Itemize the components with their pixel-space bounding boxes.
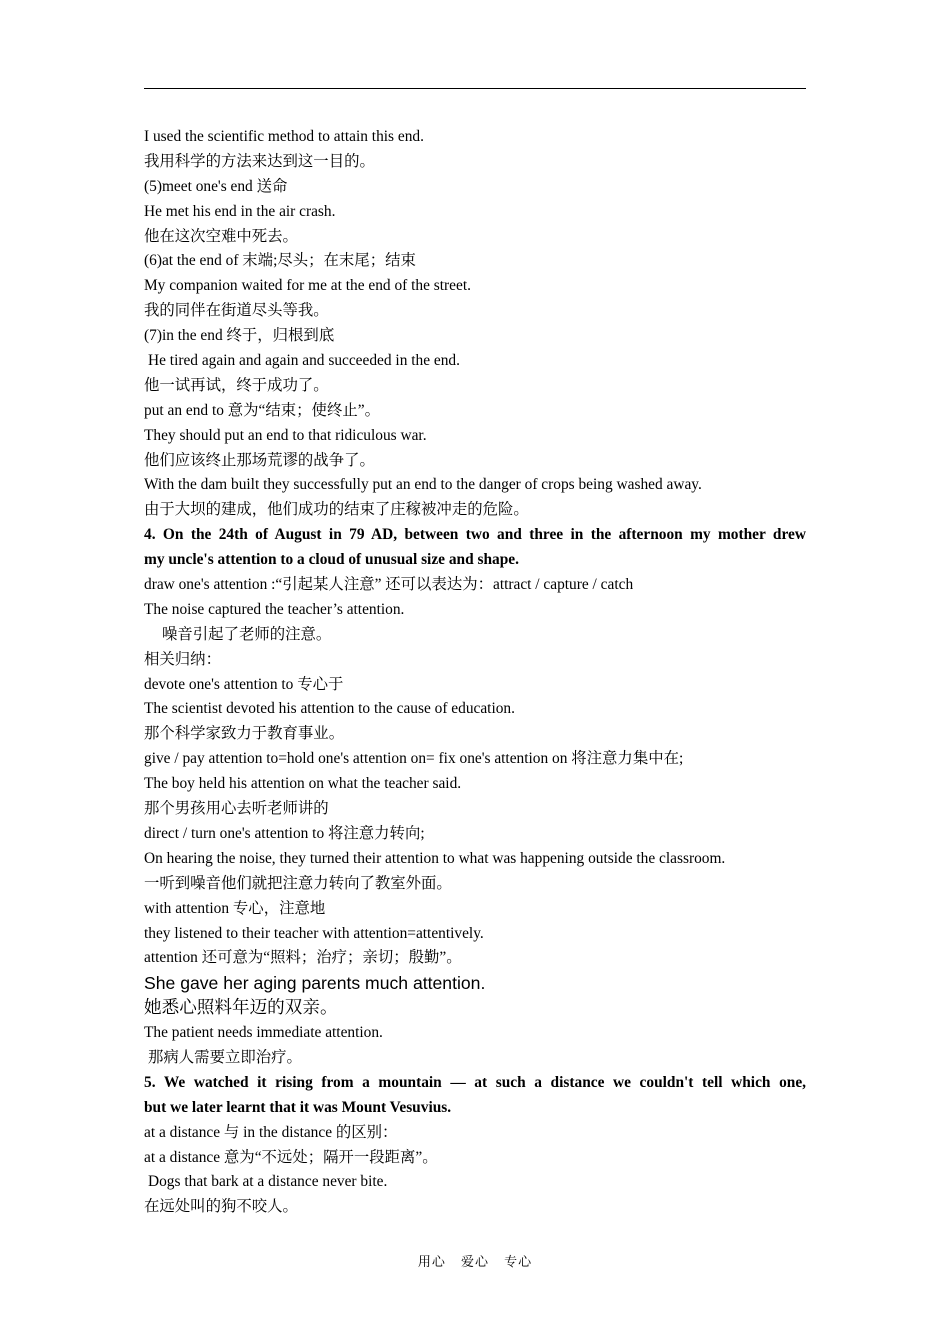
text-line: Dogs that bark at a distance never bite. (148, 1173, 388, 1191)
text-line: 那个科学家致力于教育事业。 (144, 725, 345, 743)
text-line: 他在这次空难中死去。 (144, 227, 298, 245)
text-line: (6)at the end of 末端;尽头；在末尾；结束 (144, 252, 416, 270)
text-line: at a distance 意为“不远处；隔开一段距离”。 (144, 1148, 438, 1166)
section-heading-line: 5. We watched it rising from a mountain — at such a distance we couldn't tell which one, (144, 1073, 806, 1091)
section-heading-line: my uncle's attention to a cloud of unusual size and shape. (144, 551, 519, 569)
text-line: with attention 专心，注意地 (144, 899, 326, 917)
text-line: 他一试再试，终于成功了。 (144, 376, 329, 394)
text-line: 我用科学的方法来达到这一目的。 (144, 152, 375, 170)
text-line: 一听到噪音他们就把注意力转向了教室外面。 (144, 874, 452, 892)
text-line: 他们应该终止那场荒谬的战争了。 (144, 451, 375, 469)
text-line: direct / turn one's attention to 将注意力转向; (144, 824, 425, 842)
text-line: My companion waited for me at the end of the street. (144, 277, 471, 295)
text-line: The noise captured the teacher’s attention. (144, 600, 405, 618)
text-line: at a distance 与 in the distance 的区别： (144, 1123, 398, 1141)
text-line: 那个男孩用心去听老师讲的 (144, 800, 329, 818)
document-body (144, 125, 806, 1220)
text-line: (7)in the end 终于，归根到底 (144, 327, 335, 345)
text-line: The boy held his attention on what the teacher said. (144, 775, 462, 793)
text-line: 在远处叫的狗不咬人。 (144, 1198, 298, 1216)
page-footer: 用心 爱心 专心 (417, 1255, 533, 1270)
text-line: He met his end in the air crash. (144, 202, 336, 220)
text-line: 她悉心照料年迈的双亲。 (144, 998, 338, 1019)
text-line: They should put an end to that ridiculous war. (144, 426, 427, 444)
section-heading-line: but we later learnt that it was Mount Vesuvius. (144, 1098, 452, 1116)
text-line: I used the scientific method to attain this end. (144, 128, 424, 145)
text-line: She gave her aging parents much attention. (144, 973, 486, 994)
text-line: 我的同伴在街道尽头等我。 (144, 302, 329, 320)
text-line: The scientist devoted his attention to the cause of education. (144, 700, 515, 718)
text-line: He tired again and again and succeeded in the end. (148, 352, 460, 370)
text-line: they listened to their teacher with attention=attentively. (144, 924, 484, 942)
header-rule (144, 88, 806, 89)
text-line: On hearing the noise, they turned their attention to what was happening outside the classroom. (144, 849, 726, 867)
text-line: put an end to 意为“结束；使终止”。 (144, 401, 380, 419)
text-line: The patient needs immediate attention. (144, 1024, 383, 1042)
text-line: devote one's attention to 专心于 (144, 675, 344, 693)
section-heading-line: 4. On the 24th of August in 79 AD, between two and three in the afternoon my mother drew (144, 526, 806, 544)
text-line: (5)meet one's end 送命 (144, 177, 288, 195)
text-line: With the dam built they successfully put an end to the danger of crops being washed away. (144, 476, 702, 494)
text-line: 那病人需要立即治疗。 (148, 1048, 302, 1066)
text-line: give / pay attention to=hold one's attention on= fix one's attention on 将注意力集中在; (144, 750, 684, 768)
text-line: 噪音引起了老师的注意。 (162, 625, 332, 643)
text-line: attention 还可意为“照料；治疗；亲切；殷勤”。 (144, 949, 462, 967)
text-line: 由于大坝的建成，他们成功的结束了庄稼被冲走的危险。 (144, 501, 529, 519)
text-line: draw one's attention :“引起某人注意” 还可以表达为：attract / capture / catch (144, 576, 634, 594)
text-line: 相关归纳： (144, 650, 221, 668)
